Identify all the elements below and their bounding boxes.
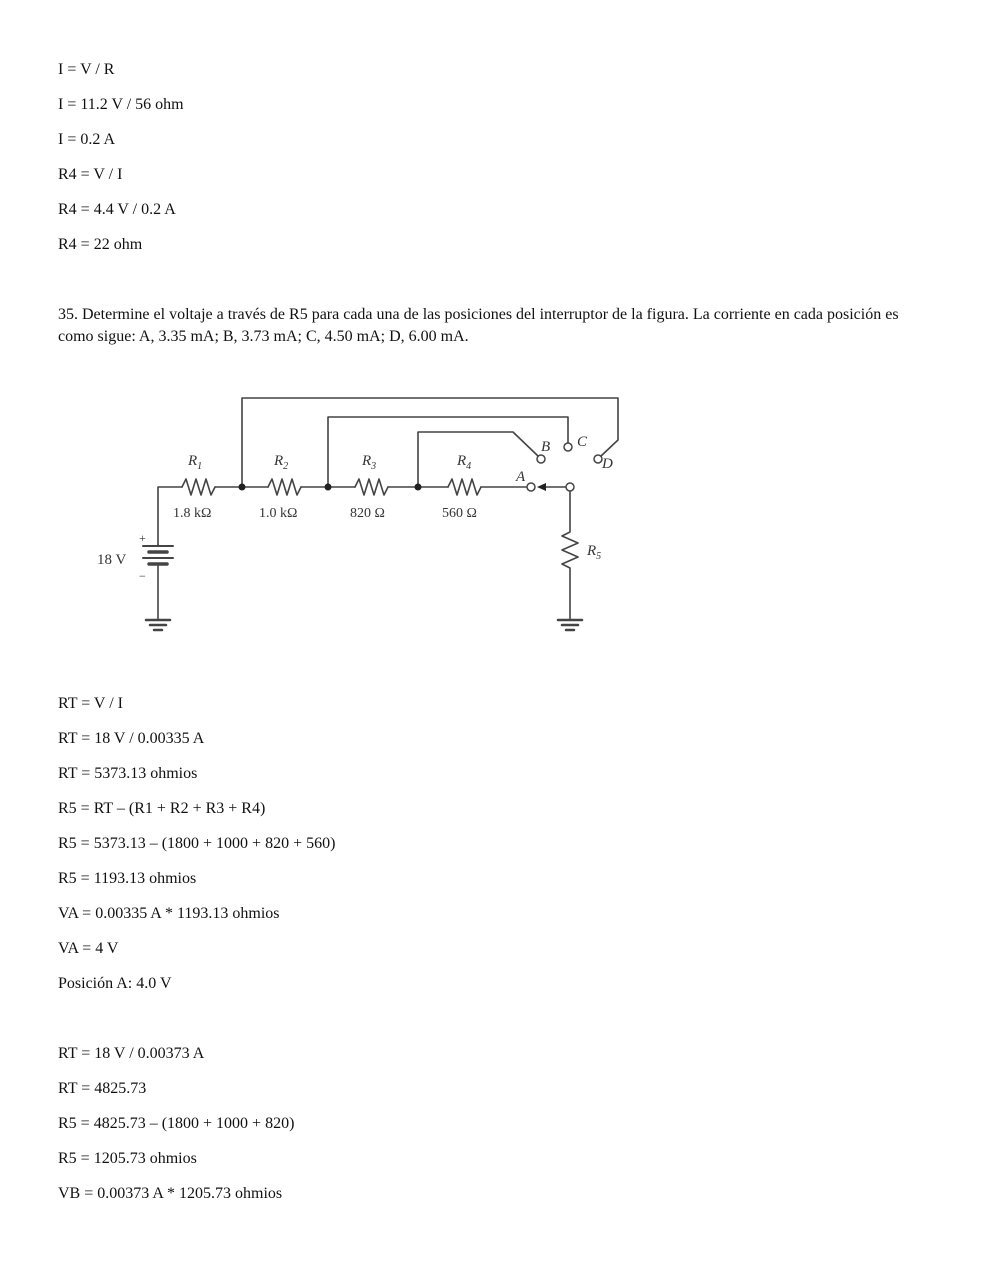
equation-line: VB = 0.00373 A * 1205.73 ohmios (58, 1185, 283, 1202)
equation-line: R5 = RT – (R1 + R2 + R3 + R4) (58, 800, 266, 817)
resistor-r4-icon (448, 479, 481, 495)
position-b-label: B (541, 439, 551, 455)
equation-line: VA = 4 V (58, 940, 119, 957)
position-a-label: A (516, 469, 526, 485)
terminal-common (566, 483, 574, 491)
minus-sign: − (139, 569, 146, 583)
wire-to-c (328, 417, 568, 487)
equation-line: RT = 4825.73 (58, 1080, 147, 1097)
r3-label: $R_3$ (362, 453, 377, 472)
equation-line: I = 0.2 A (58, 131, 116, 148)
r3-value: 820 Ω (350, 506, 385, 521)
equation-line: VA = 0.00335 A * 1193.13 ohmios (58, 905, 280, 922)
r2-label: $R_2$ (274, 453, 289, 472)
r4-value: 560 Ω (442, 506, 477, 521)
junction-dot (415, 484, 422, 491)
equation-line: I = 11.2 V / 56 ohm (58, 96, 184, 113)
switch-arrow-icon (537, 483, 546, 491)
resistor-r5-icon (562, 491, 578, 620)
equation-line: R5 = 1205.73 ohmios (58, 1150, 197, 1167)
problem-statement: 35. Determine el voltaje a través de R5 para cada una de las posiciones del interruptor de la figura. La corriente en cada posición es como sigue: A, 3.35 mA; B, 3.73 mA; C, 4.50 mA; D, 6.00 mA. (58, 306, 899, 345)
resistor-r3-icon (355, 479, 388, 495)
equation-line: RT = 18 V / 0.00373 A (58, 1045, 205, 1062)
r5-label: $R_5$ (587, 543, 602, 562)
position-d-label: D (602, 456, 613, 472)
r2-value: 1.0 kΩ (259, 506, 298, 521)
position-c-label: C (577, 434, 588, 450)
result-line: Posición A: 4.0 V (58, 975, 172, 992)
equation-line: R4 = V / I (58, 166, 123, 183)
equation-line: R5 = 5373.13 – (1800 + 1000 + 820 + 560) (58, 835, 336, 852)
equation-line: R5 = 4825.73 – (1800 + 1000 + 820) (58, 1115, 295, 1132)
r1-label: $R_1$ (188, 453, 203, 472)
r4-label: $R_4$ (457, 453, 472, 472)
equation-line: RT = 5373.13 ohmios (58, 765, 198, 782)
terminal-c (564, 443, 572, 451)
equation-line: R4 = 4.4 V / 0.2 A (58, 201, 176, 218)
terminal-d (594, 455, 602, 463)
equation-line: RT = V / I (58, 695, 123, 712)
r1-value: 1.8 kΩ (173, 506, 212, 521)
resistor-r1-icon (182, 479, 215, 495)
wire-to-d (242, 398, 618, 487)
terminal-a (527, 483, 535, 491)
source-voltage-label: 18 V (97, 552, 127, 568)
terminal-b (537, 455, 545, 463)
junction-dot (239, 484, 246, 491)
equation-line: R5 = 1193.13 ohmios (58, 870, 197, 887)
equation-line: I = V / R (58, 61, 115, 78)
junction-dot (325, 484, 332, 491)
plus-sign: + (139, 531, 146, 545)
equation-line: R4 = 22 ohm (58, 236, 143, 253)
equation-line: RT = 18 V / 0.00335 A (58, 730, 205, 747)
resistor-r2-icon (268, 479, 301, 495)
